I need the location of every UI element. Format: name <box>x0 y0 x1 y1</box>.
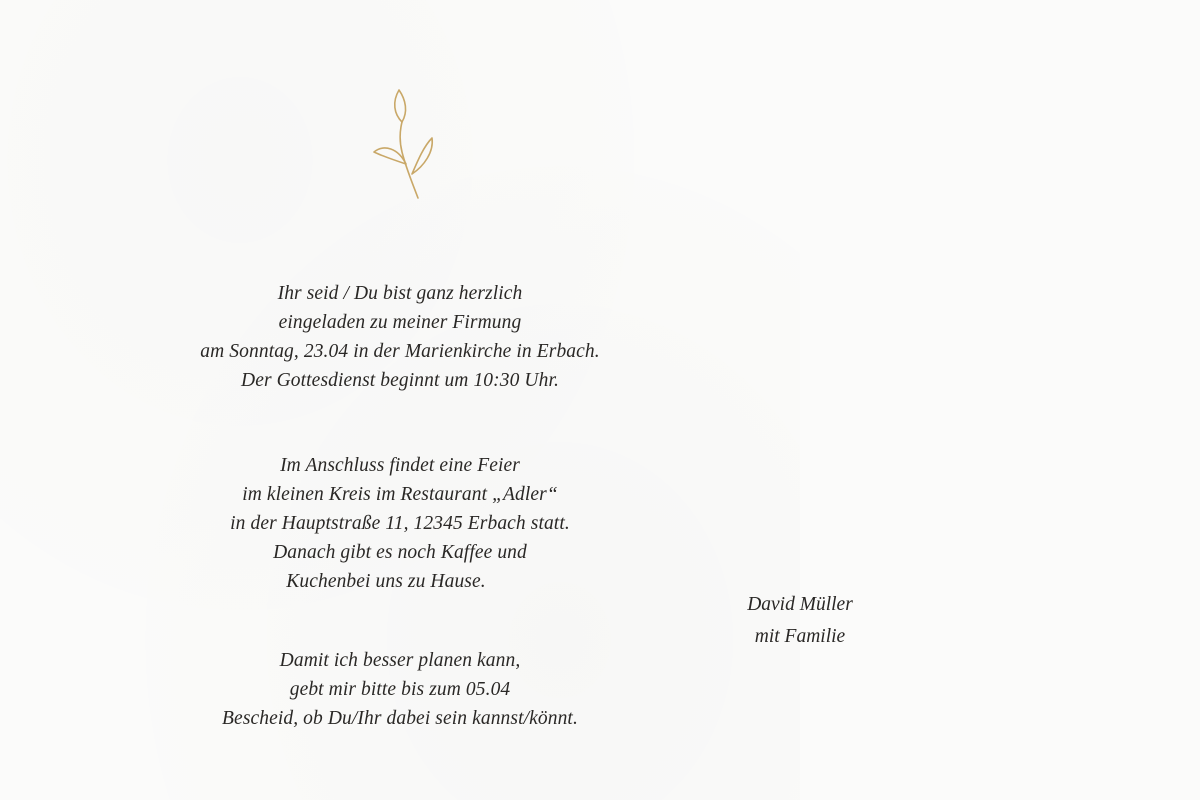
invitation-line: eingeladen zu meiner Firmung <box>278 312 522 333</box>
celebration-line: in der Hauptstraße 11, 12345 Erbach statt. <box>230 513 570 534</box>
leaf-sprig-icon <box>366 86 436 201</box>
signature-name: David Müller <box>747 594 853 615</box>
invitation-line: am Sonntag, 23.04 in der Marienkirche in Erbach. <box>200 341 600 362</box>
celebration-text <box>0 451 800 596</box>
rsvp-line: Damit ich besser planen kann, <box>279 650 521 671</box>
invitation-line: Ihr seid / Du bist ganz herzlich <box>277 283 523 304</box>
invitation-text <box>0 279 800 395</box>
rsvp-text <box>0 646 800 733</box>
signature-family: mit Familie <box>754 626 846 647</box>
rsvp-line: gebt mir bitte bis zum 05.04 <box>289 679 511 700</box>
celebration-line: Im Anschluss findet eine Feier <box>280 455 520 476</box>
invitation-line: Der Gottesdienst beginnt um 10:30 Uhr. <box>241 370 559 391</box>
rsvp-line: Bescheid, ob Du/Ihr dabei sein kannst/könnt. <box>222 708 578 729</box>
celebration-line: Kuchenbei uns zu Hause. <box>286 571 486 592</box>
celebration-line: Danach gibt es noch Kaffee und <box>273 542 527 563</box>
celebration-line: im kleinen Kreis im Restaurant „Adler“ <box>242 484 558 505</box>
